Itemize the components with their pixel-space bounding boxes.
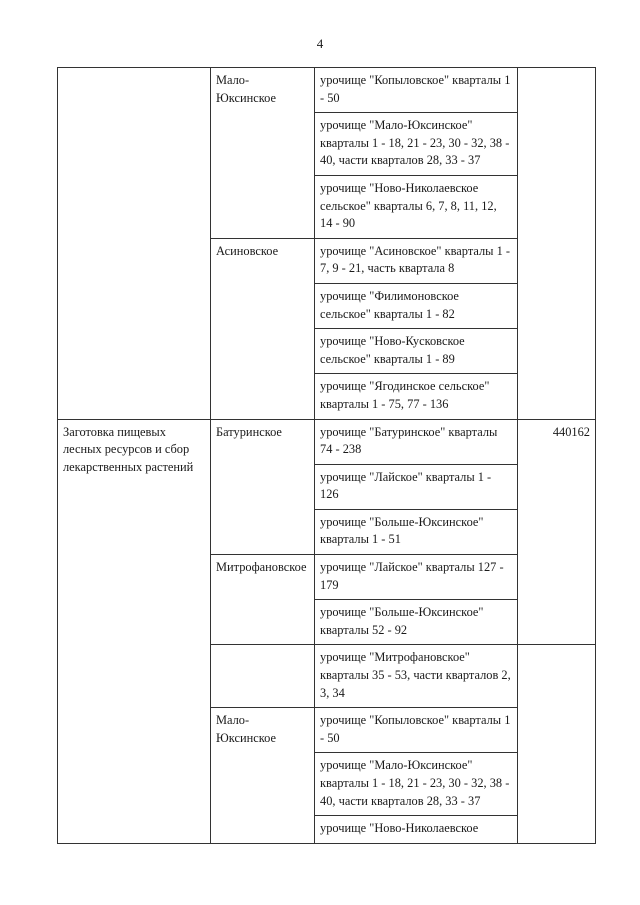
tract-cell: урочище "Лайское" кварталы 1 - 126 <box>315 464 518 509</box>
forestry-cell: Мало-Юксинское <box>211 68 315 239</box>
forest-use-table <box>57 67 596 844</box>
activity-cell-empty <box>58 68 211 420</box>
table-row <box>58 68 596 113</box>
tract-cell: урочище "Ново-Николаевское сельское" кварталы 6, 7, 8, 11, 12, 14 - 90 <box>315 175 518 238</box>
tract-cell: урочище "Митрофановское" кварталы 35 - 53, части кварталов 2, 3, 34 <box>315 645 518 708</box>
code-cell-empty <box>518 68 596 420</box>
activity-cell: Заготовка пищевых лесных ресурсов и сбор лекарственных растений <box>58 419 211 843</box>
tract-cell: урочище "Ново-Кусковское сельское" кварталы 1 - 89 <box>315 329 518 374</box>
table-row <box>58 419 596 464</box>
page-number: 4 <box>316 36 324 51</box>
tract-cell: урочище "Ягодинское сельское" кварталы 1 - 75, 77 - 136 <box>315 374 518 419</box>
tract-cell: урочище "Больше-Юксинское" кварталы 52 - 92 <box>315 600 518 645</box>
code-cell-empty <box>518 645 596 843</box>
tract-cell: урочище "Асиновское" кварталы 1 - 7, 9 - 21, часть квартала 8 <box>315 238 518 283</box>
tract-cell: урочище "Мало-Юксинское" кварталы 1 - 18, 21 - 23, 30 - 32, 38 - 40, части кварталов 28, 33 - 37 <box>315 753 518 816</box>
tract-cell: урочище "Мало-Юксинское" кварталы 1 - 18, 21 - 23, 30 - 32, 38 - 40, части кварталов 28, 33 - 37 <box>315 113 518 176</box>
forestry-cell: Асиновское <box>211 238 315 419</box>
tract-cell: урочище "Ново-Николаевское <box>315 816 518 844</box>
forestry-cell: Батуринское <box>211 419 315 555</box>
tract-cell: урочище "Батуринское" кварталы 74 - 238 <box>315 419 518 464</box>
tract-cell: урочище "Лайское" кварталы 127 - 179 <box>315 555 518 600</box>
tract-cell: урочище "Копыловское" кварталы 1 - 50 <box>315 68 518 113</box>
forestry-cell: Митрофановское <box>211 555 315 645</box>
forestry-cell-empty <box>211 645 315 708</box>
tract-cell: урочище "Копыловское" кварталы 1 - 50 <box>315 708 518 753</box>
forestry-cell: Мало-Юксинское <box>211 708 315 844</box>
tract-cell: урочище "Больше-Юксинское" кварталы 1 - 51 <box>315 509 518 554</box>
tract-cell: урочище "Филимоновское сельское" кварталы 1 - 82 <box>315 283 518 328</box>
code-cell: 440162 <box>518 419 596 645</box>
